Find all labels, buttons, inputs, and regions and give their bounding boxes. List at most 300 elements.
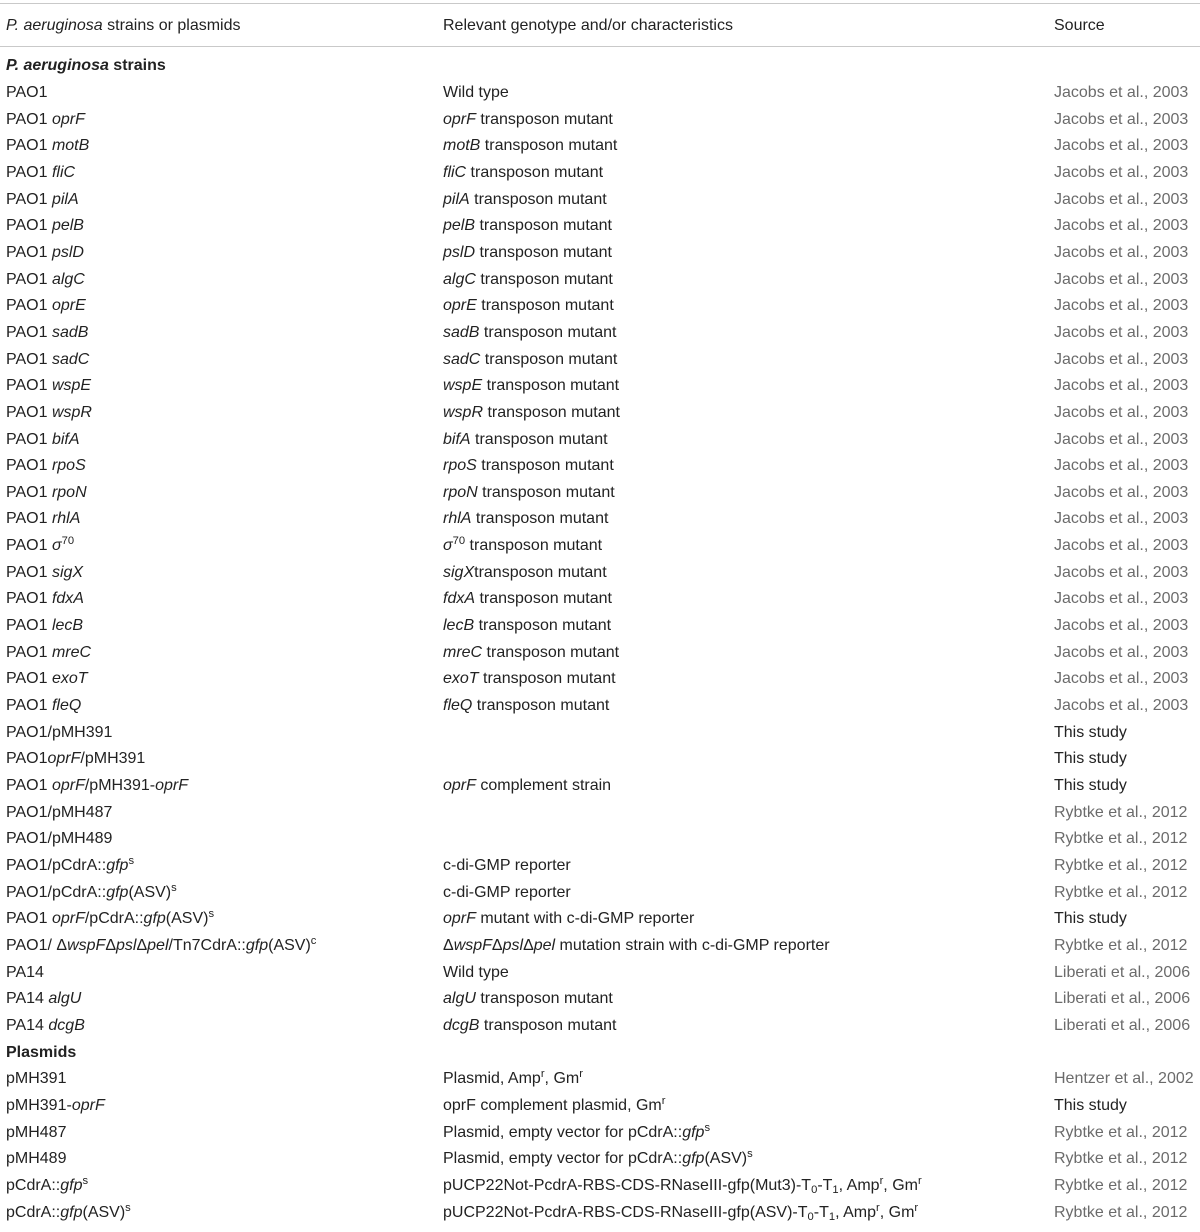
- text-run: PAO1: [6, 243, 52, 261]
- citation-link[interactable]: Jacobs et al., 2003: [1054, 483, 1189, 501]
- italic-text: sigX: [51, 563, 84, 581]
- text-run: pMH391-: [6, 1096, 72, 1114]
- italic-text: oprF: [51, 110, 85, 128]
- italic-text: gfp: [60, 1203, 83, 1221]
- italic-text: gfp: [60, 1176, 83, 1194]
- text-run: PAO1/pMH487: [6, 803, 113, 821]
- text-run: PAO1: [6, 137, 52, 155]
- text-run: transposon mutant: [476, 457, 614, 475]
- text-run: /pMH391-: [84, 777, 156, 795]
- italic-text: fleQ: [443, 697, 473, 715]
- genotype-cell: [443, 430, 1054, 450]
- strain-cell: [0, 350, 443, 370]
- text-run: oprF complement plasmid, Gm: [443, 1096, 662, 1114]
- genotype-cell: [443, 1069, 1054, 1089]
- source-cell: [1054, 856, 1200, 876]
- table-row: [0, 506, 1200, 533]
- source-cell: [1054, 456, 1200, 476]
- text-run: PAO1: [6, 403, 52, 421]
- table-row: [0, 986, 1200, 1013]
- genotype-cell: [443, 963, 1054, 983]
- citation-link[interactable]: Rybtke et al., 2012: [1054, 857, 1188, 875]
- citation-link[interactable]: Jacobs et al., 2003: [1054, 350, 1189, 368]
- text-run: transposon mutant: [480, 137, 618, 155]
- citation-link[interactable]: Jacobs et al., 2003: [1054, 243, 1189, 261]
- text-run: transposon mutant: [482, 643, 620, 661]
- text-run: PAO1: [6, 697, 52, 715]
- italic-text: pilA: [51, 190, 79, 208]
- superscript: s: [171, 881, 177, 894]
- strain-cell: [0, 643, 443, 663]
- subscript: 0: [811, 1183, 818, 1196]
- citation-link[interactable]: Rybtke et al., 2012: [1054, 1203, 1188, 1221]
- table-row: [0, 240, 1200, 267]
- text-run: PAO1/pCdrA::: [6, 883, 107, 901]
- citation-link[interactable]: Rybtke et al., 2012: [1054, 883, 1188, 901]
- source-cell: [1054, 669, 1200, 689]
- text-run: pMH487: [6, 1123, 67, 1141]
- text-run: PAO1: [6, 777, 52, 795]
- genotype-cell: [443, 350, 1054, 370]
- italic-text: sadC: [443, 350, 481, 368]
- text-run: c-di-GMP reporter: [443, 857, 571, 875]
- superscript: s: [747, 1148, 753, 1161]
- italic-text: oprF: [443, 777, 476, 795]
- italic-text: pslD: [51, 243, 84, 261]
- text-run: PAO1: [6, 377, 52, 395]
- source-cell: [1054, 403, 1200, 423]
- text-run: Δ: [491, 936, 503, 954]
- table-row: [0, 1093, 1200, 1120]
- text-run: PAO1: [6, 483, 52, 501]
- text-run: transposon mutant: [475, 243, 612, 261]
- italic-text: mreC: [443, 643, 483, 661]
- strain-cell: [0, 1069, 443, 1089]
- table-row: [0, 853, 1200, 880]
- italic-text: oprF: [443, 910, 476, 928]
- italic-text: σ: [443, 537, 453, 555]
- genotype-cell: [443, 509, 1054, 529]
- text-run: Plasmid, empty vector for pCdrA::: [443, 1123, 683, 1141]
- strain-cell: [0, 723, 443, 743]
- strain-cell: [0, 509, 443, 529]
- genotype-cell: [443, 563, 1054, 583]
- italic-text: motB: [443, 137, 481, 155]
- strain-cell: [0, 376, 443, 396]
- text-run: -T: [817, 1176, 833, 1194]
- text-run: PA14: [6, 990, 49, 1008]
- italic-text: gfp: [106, 883, 129, 901]
- citation-link[interactable]: Rybtke et al., 2012: [1054, 803, 1188, 821]
- citation-link[interactable]: Jacobs et al., 2003: [1054, 163, 1189, 181]
- italic-text: rpoS: [443, 457, 477, 475]
- text-run: transposon mutant: [475, 217, 612, 235]
- superscript: r: [879, 1174, 884, 1187]
- italic-text: oprF: [51, 910, 85, 928]
- citation-link[interactable]: Rybtke et al., 2012: [1054, 936, 1188, 954]
- citation-link[interactable]: Liberati et al., 2006: [1054, 1016, 1191, 1034]
- source-cell: [1054, 163, 1200, 183]
- italic-text: rhlA: [443, 510, 472, 528]
- source-text: This study: [1054, 750, 1127, 768]
- strain-cell: [0, 270, 443, 290]
- text-run: mutation strain with c-di-GMP reporter: [555, 936, 830, 954]
- strain-cell: [0, 1016, 443, 1036]
- citation-link[interactable]: Jacobs et al., 2003: [1054, 403, 1189, 421]
- text-run: -T: [813, 1203, 829, 1221]
- italic-text: pilA: [443, 190, 470, 208]
- text-run: pCdrA::: [6, 1203, 61, 1221]
- superscript: s: [208, 908, 215, 921]
- italic-text: gfp: [682, 1123, 705, 1141]
- genotype-cell: [443, 936, 1054, 956]
- table-row: [0, 559, 1200, 586]
- citation-link[interactable]: Rybtke et al., 2012: [1054, 1176, 1188, 1194]
- text-run: transposon mutant: [479, 323, 617, 341]
- genotype-cell: [443, 1149, 1054, 1169]
- text-run: PAO1: [6, 217, 52, 235]
- citation-link[interactable]: Rybtke et al., 2012: [1054, 1123, 1188, 1141]
- text-run: Plasmid, empty vector for pCdrA::: [443, 1150, 683, 1168]
- genotype-cell: [443, 696, 1054, 716]
- text-run: pMH489: [6, 1150, 67, 1168]
- genotype-cell: [443, 1016, 1054, 1036]
- table-row: [0, 906, 1200, 933]
- table-row: [0, 826, 1200, 853]
- italic-text: rhlA: [51, 510, 81, 528]
- text-run: PAO1/pMH489: [6, 830, 113, 848]
- text-run: PAO1: [6, 323, 52, 341]
- italic-text: pelB: [51, 217, 84, 235]
- italic-text: oprF: [71, 1096, 105, 1114]
- strain-cell: [0, 616, 443, 636]
- text-run: transposon mutant: [475, 270, 613, 288]
- superscript: r: [579, 1068, 583, 1081]
- genotype-cell: [443, 270, 1054, 290]
- table-row: [0, 266, 1200, 293]
- strain-cell: [0, 1096, 443, 1116]
- text-run: Relevant genotype and/or characteristics: [443, 17, 733, 34]
- text-run: Plasmid, Amp: [443, 1070, 541, 1088]
- citation-link[interactable]: Rybtke et al., 2012: [1054, 830, 1188, 848]
- source-cell: [1054, 963, 1200, 983]
- italic-text: fdxA: [443, 590, 476, 608]
- italic-text: oprE: [443, 297, 477, 315]
- genotype-cell: [443, 456, 1054, 476]
- strain-cell: [0, 989, 443, 1009]
- genotype-cell: [443, 856, 1054, 876]
- table-row: [0, 666, 1200, 693]
- citation-link[interactable]: Jacobs et al., 2003: [1054, 270, 1189, 288]
- text-run: Δ: [443, 936, 454, 954]
- table-row: [0, 480, 1200, 507]
- genotype-cell: [443, 616, 1054, 636]
- citation-link[interactable]: Jacobs et al., 2003: [1054, 563, 1189, 581]
- text-run: PAO1: [6, 430, 52, 448]
- section-heading: [0, 1039, 1200, 1066]
- text-run: pMH391: [6, 1070, 67, 1088]
- superscript: c: [310, 934, 317, 947]
- source-cell: [1054, 483, 1200, 503]
- citation-link[interactable]: Jacobs et al., 2003: [1054, 537, 1189, 555]
- strain-cell: [0, 190, 443, 210]
- italic-text: algU: [443, 990, 476, 1008]
- table-row: [0, 213, 1200, 240]
- text-run: pUCP22Not-PcdrA-RBS-CDS-RNaseIII-gfp(ASV)-T: [443, 1203, 808, 1221]
- italic-text: dcgB: [48, 1016, 85, 1034]
- text-run: strains or plasmids: [102, 17, 241, 34]
- text-run: PAO1: [6, 83, 48, 101]
- genotype-cell: [443, 190, 1054, 210]
- superscript: r: [661, 1094, 666, 1107]
- text-run: transposon mutant: [465, 537, 603, 555]
- table-row: [0, 106, 1200, 133]
- text-run: c-di-GMP reporter: [443, 883, 571, 901]
- source-cell: [1054, 776, 1200, 796]
- text-run: PA14: [6, 963, 44, 981]
- header-strain: [0, 16, 443, 36]
- italic-text: rpoS: [51, 457, 86, 475]
- strain-cell: [0, 163, 443, 183]
- table-body: [0, 47, 1200, 1226]
- source-cell: [1054, 376, 1200, 396]
- citation-link[interactable]: Jacobs et al., 2003: [1054, 190, 1189, 208]
- source-cell: [1054, 136, 1200, 156]
- strain-cell: [0, 430, 443, 450]
- text-run: PAO1: [6, 350, 52, 368]
- text-run: Wild type: [443, 83, 509, 101]
- table-row: [0, 293, 1200, 320]
- table-row: [0, 773, 1200, 800]
- table-row: [0, 400, 1200, 427]
- genotype-cell: [443, 243, 1054, 263]
- citation-link[interactable]: Jacobs et al., 2003: [1054, 217, 1189, 235]
- genotype-cell: [443, 483, 1054, 503]
- text-run: transposon mutant: [480, 350, 618, 368]
- source-cell: [1054, 723, 1200, 743]
- italic-text: gfp: [245, 936, 269, 954]
- citation-link[interactable]: Rybtke et al., 2012: [1054, 1150, 1188, 1168]
- source-cell: [1054, 989, 1200, 1009]
- source-cell: [1054, 323, 1200, 343]
- citation-link[interactable]: Jacobs et al., 2003: [1054, 297, 1189, 315]
- italic-text: oprE: [51, 297, 86, 315]
- italic-text: algU: [48, 990, 82, 1008]
- table-row: [0, 160, 1200, 187]
- text-run: transposon mutant: [483, 403, 620, 421]
- citation-link[interactable]: Hentzer et al., 2002: [1054, 1070, 1194, 1088]
- text-run: transposon mutant: [475, 990, 613, 1008]
- text-run: (ASV): [128, 883, 172, 901]
- source-cell: [1054, 430, 1200, 450]
- text-run: PAO1/ Δ: [6, 936, 68, 954]
- superscript: r: [914, 1201, 919, 1214]
- italic-text: pslD: [443, 243, 476, 261]
- table-row: [0, 1146, 1200, 1173]
- section-title: [0, 56, 1200, 76]
- table-row: [0, 719, 1200, 746]
- table-row: [0, 1066, 1200, 1093]
- strain-cell: [0, 243, 443, 263]
- text-run: (ASV): [268, 936, 311, 954]
- text-run: PAO1: [6, 457, 52, 475]
- strain-cell: [0, 749, 443, 769]
- table-row: [0, 959, 1200, 986]
- citation-link[interactable]: Liberati et al., 2006: [1054, 963, 1191, 981]
- strain-cell: [0, 323, 443, 343]
- strain-cell: [0, 856, 443, 876]
- genotype-cell: [443, 1203, 1054, 1223]
- source-cell: [1054, 1096, 1200, 1116]
- source-text: This study: [1054, 910, 1127, 928]
- citation-link[interactable]: Jacobs et al., 2003: [1054, 377, 1189, 395]
- citation-link[interactable]: Jacobs et al., 2003: [1054, 670, 1189, 688]
- text-run: complement strain: [475, 777, 612, 795]
- superscript: r: [540, 1068, 545, 1081]
- citation-link[interactable]: Jacobs et al., 2003: [1054, 430, 1189, 448]
- text-run: PAO1: [6, 190, 52, 208]
- italic-text: oprF: [155, 777, 189, 795]
- italic-text: sadB: [443, 323, 480, 341]
- italic-text: dcgB: [443, 1016, 480, 1034]
- genotype-cell: [443, 1123, 1054, 1143]
- italic-text: algC: [51, 270, 85, 288]
- text-run: PAO1: [6, 537, 52, 555]
- superscript: s: [125, 1201, 131, 1214]
- source-cell: [1054, 936, 1200, 956]
- strain-cell: [0, 963, 443, 983]
- table-row: [0, 346, 1200, 373]
- italic-text: mreC: [51, 643, 92, 661]
- citation-link[interactable]: Liberati et al., 2006: [1054, 990, 1191, 1008]
- italic-text: lecB: [51, 617, 84, 635]
- table-row: [0, 373, 1200, 400]
- strains-plasmids-table: [0, 3, 1200, 1226]
- italic-text: sadC: [51, 350, 90, 368]
- strain-cell: [0, 776, 443, 796]
- text-run: mutant with c-di-GMP reporter: [475, 910, 695, 928]
- text-run: Wild type: [443, 963, 509, 981]
- citation-link[interactable]: Jacobs et al., 2003: [1054, 110, 1189, 128]
- text-run: (ASV): [82, 1203, 126, 1221]
- text-run: (ASV): [165, 910, 209, 928]
- superscript: s: [704, 1121, 711, 1134]
- table-row: [0, 693, 1200, 720]
- genotype-cell: [443, 1176, 1054, 1196]
- citation-link[interactable]: Jacobs et al., 2003: [1054, 697, 1189, 715]
- strain-cell: [0, 696, 443, 716]
- subscript: 1: [832, 1183, 839, 1196]
- text-run: transposon mutant: [474, 617, 612, 635]
- genotype-cell: [443, 163, 1054, 183]
- genotype-cell: [443, 216, 1054, 236]
- text-run: PAO1: [6, 750, 48, 768]
- italic-text: bifA: [443, 430, 471, 448]
- citation-link[interactable]: Jacobs et al., 2003: [1054, 617, 1189, 635]
- text-run: , Amp: [835, 1203, 877, 1221]
- genotype-cell: [443, 669, 1054, 689]
- strain-cell: [0, 1123, 443, 1143]
- source-cell: [1054, 749, 1200, 769]
- source-cell: [1054, 270, 1200, 290]
- table-row: [0, 1013, 1200, 1040]
- source-text: This study: [1054, 1096, 1127, 1114]
- italic-text: pel: [533, 936, 556, 954]
- italic-text: fleQ: [51, 697, 82, 715]
- text-run: transposon mutant: [482, 377, 620, 395]
- text-run: transposon mutant: [479, 1016, 617, 1034]
- italic-text: P. aeruginosa: [6, 17, 103, 34]
- citation-link[interactable]: Jacobs et al., 2003: [1054, 137, 1189, 155]
- italic-text: rpoN: [51, 483, 87, 501]
- citation-link[interactable]: Jacobs et al., 2003: [1054, 643, 1189, 661]
- italic-text: wspR: [443, 403, 484, 421]
- italic-text: wspF: [67, 936, 106, 954]
- table-header: [0, 3, 1200, 47]
- table-row: [0, 799, 1200, 826]
- source-cell: [1054, 696, 1200, 716]
- text-run: , Gm: [879, 1203, 915, 1221]
- italic-text: psl: [116, 936, 137, 954]
- section-title: [0, 1043, 1200, 1063]
- citation-link[interactable]: Jacobs et al., 2003: [1054, 457, 1189, 475]
- source-cell: [1054, 829, 1200, 849]
- text-run: PA14: [6, 1016, 49, 1034]
- source-cell: [1054, 110, 1200, 130]
- source-cell: [1054, 243, 1200, 263]
- superscript: s: [82, 1174, 89, 1187]
- text-run: /Tn7CdrA::: [168, 936, 246, 954]
- italic-text: fliC: [51, 163, 76, 181]
- genotype-cell: [443, 376, 1054, 396]
- text-run: PAO1: [6, 563, 52, 581]
- italic-text: lecB: [443, 617, 475, 635]
- strain-cell: [0, 483, 443, 503]
- citation-link[interactable]: Jacobs et al., 2003: [1054, 510, 1189, 528]
- text-run: pCdrA::: [6, 1176, 61, 1194]
- citation-link[interactable]: Jacobs et al., 2003: [1054, 590, 1189, 608]
- italic-text: wspR: [51, 403, 92, 421]
- subscript: 1: [828, 1210, 836, 1223]
- italic-text: algC: [443, 270, 476, 288]
- source-cell: [1054, 190, 1200, 210]
- italic-text: exoT: [51, 670, 88, 688]
- italic-text: rpoN: [443, 483, 478, 501]
- text-run: , Gm: [883, 1176, 918, 1194]
- superscript: s: [128, 854, 135, 867]
- text-run: /pCdrA::: [84, 910, 144, 928]
- text-run: transposon mutant: [474, 563, 607, 581]
- source-cell: [1054, 1069, 1200, 1089]
- genotype-cell: [443, 643, 1054, 663]
- text-run: /pMH391: [80, 750, 146, 768]
- text-run: transposon mutant: [478, 670, 616, 688]
- strain-cell: [0, 936, 443, 956]
- source-cell: [1054, 296, 1200, 316]
- strain-cell: [0, 110, 443, 130]
- italic-text: σ: [51, 537, 62, 555]
- table-row: [0, 933, 1200, 960]
- citation-link[interactable]: Jacobs et al., 2003: [1054, 323, 1189, 341]
- italic-text: gfp: [682, 1150, 705, 1168]
- text-run: Δ: [523, 936, 534, 954]
- italic-text: exoT: [443, 670, 479, 688]
- citation-link[interactable]: Jacobs et al., 2003: [1054, 83, 1189, 101]
- source-text: This study: [1054, 777, 1127, 795]
- table-row: [0, 453, 1200, 480]
- text-run: PAO1: [6, 163, 52, 181]
- text-run: , Amp: [838, 1176, 880, 1194]
